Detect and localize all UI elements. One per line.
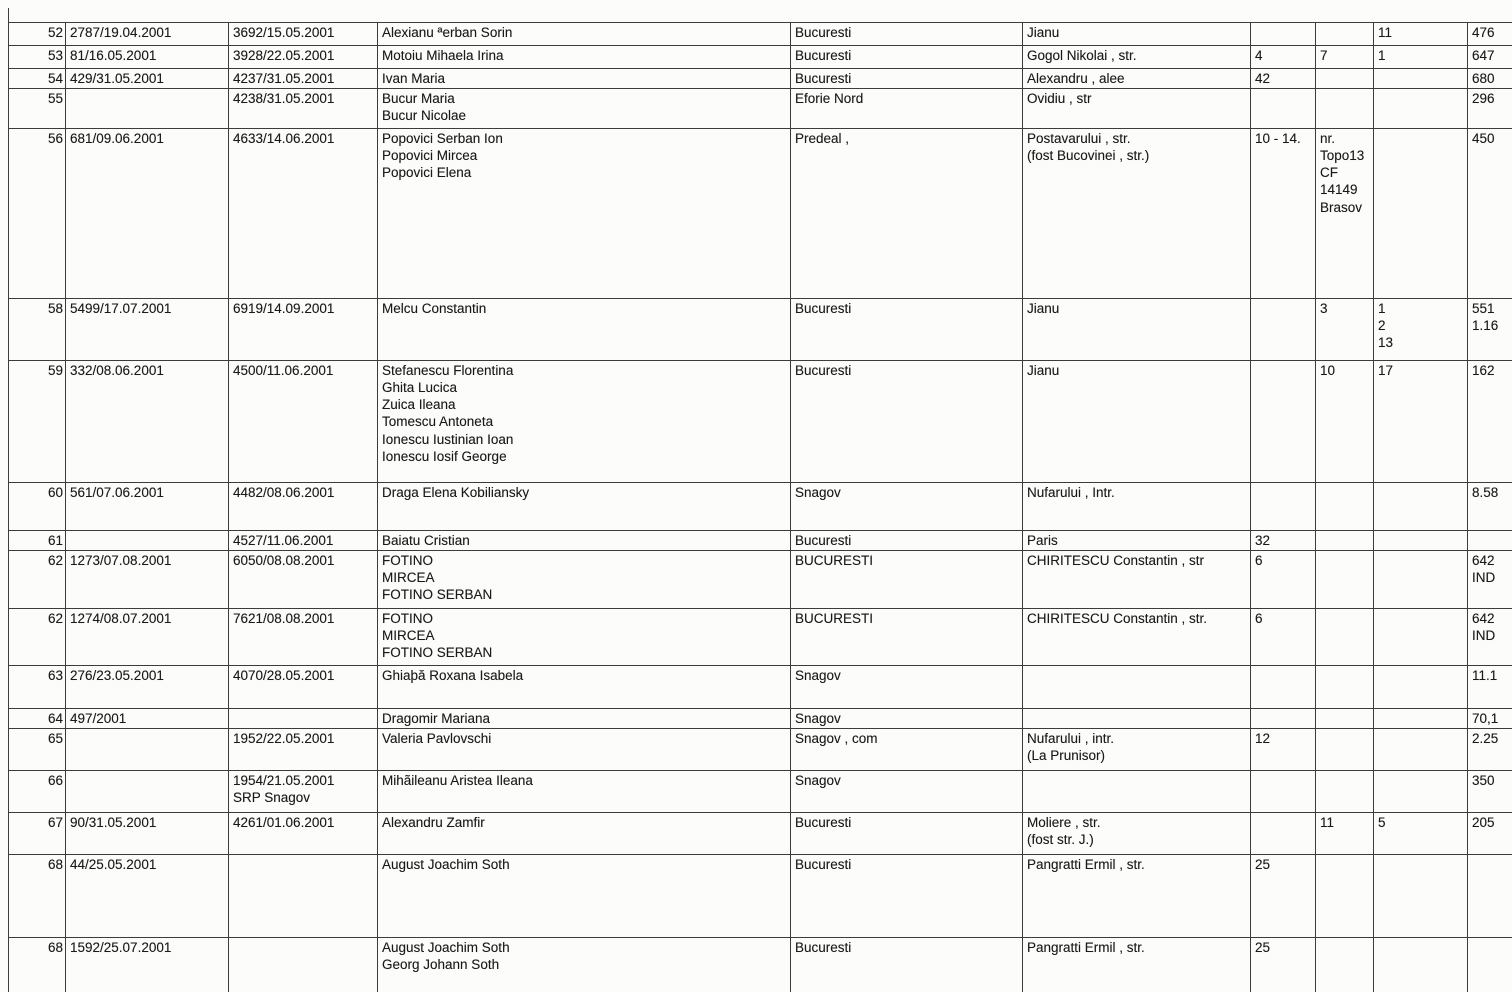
cell-registration-number-date: 1952/22.05.2001 xyxy=(229,729,378,771)
cell-row-number: 62 xyxy=(9,551,66,609)
cell-note-1: nr. Topo13 CF 14149 Brasov xyxy=(1316,129,1374,299)
cell-note-2 xyxy=(1374,129,1468,299)
cell-registration-number-date: 4261/01.06.2001 xyxy=(229,813,378,855)
table-row xyxy=(9,551,1512,609)
cell-person-names: Ivan Maria xyxy=(378,69,791,89)
cell-street-number: 32 xyxy=(1251,531,1316,551)
table-row xyxy=(9,729,1512,771)
table-row xyxy=(9,483,1512,531)
cell-note-2 xyxy=(1374,483,1468,531)
cell-locality: Eforie Nord xyxy=(791,89,1023,129)
cell-amount xyxy=(1468,855,1512,938)
cell-person-names: Valeria Pavlovschi xyxy=(378,729,791,771)
cell-amount xyxy=(1468,531,1512,551)
cell-street-number xyxy=(1251,666,1316,709)
cell-registration-number-date xyxy=(229,938,378,992)
cell-note-2 xyxy=(1374,551,1468,609)
cell-note-2 xyxy=(1374,666,1468,709)
table-row xyxy=(9,23,1512,46)
cell-street: CHIRITESCU Constantin , str xyxy=(1023,551,1251,609)
cell-note-1 xyxy=(1316,69,1374,89)
cell-locality: Bucuresti xyxy=(791,299,1023,361)
cell-street xyxy=(1023,666,1251,709)
cell-street: Jianu xyxy=(1023,299,1251,361)
cell-person-names: August Joachim Soth xyxy=(378,855,791,938)
cell-locality: Bucuresti xyxy=(791,23,1023,46)
cell-row-number: 64 xyxy=(9,709,66,729)
cell-person-names: Mihãileanu Aristea Ileana xyxy=(378,771,791,813)
cell-request-number-date: 276/23.05.2001 xyxy=(66,666,229,709)
cell-locality: Bucuresti xyxy=(791,855,1023,938)
cell-request-number-date: 1592/25.07.2001 xyxy=(66,938,229,992)
cell-note-1 xyxy=(1316,609,1374,666)
cell-registration-number-date: 6919/14.09.2001 xyxy=(229,299,378,361)
cell-street-number xyxy=(1251,771,1316,813)
cell-request-number-date: 429/31.05.2001 xyxy=(66,69,229,89)
cell-street-number xyxy=(1251,361,1316,483)
table-row xyxy=(9,46,1512,69)
cell-locality: Snagov xyxy=(791,666,1023,709)
cell-row-number: 52 xyxy=(9,23,66,46)
cell-note-1 xyxy=(1316,938,1374,992)
cell-note-1 xyxy=(1316,666,1374,709)
cell-row-number: 55 xyxy=(9,89,66,129)
cell-locality: Bucuresti xyxy=(791,361,1023,483)
cell-note-1 xyxy=(1316,729,1374,771)
table-row xyxy=(9,299,1512,361)
cell-street: Postavarului , str. (fost Bucovinei , str.) xyxy=(1023,129,1251,299)
cell-row-number: 59 xyxy=(9,361,66,483)
cell-row-number: 66 xyxy=(9,771,66,813)
cell-street-number xyxy=(1251,89,1316,129)
cell-note-2: 17 xyxy=(1374,361,1468,483)
cell-registration-number-date: 3928/22.05.2001 xyxy=(229,46,378,69)
cell-registration-number-date xyxy=(229,855,378,938)
cell-note-2: 11 xyxy=(1374,23,1468,46)
cell-locality: Snagov xyxy=(791,771,1023,813)
cell-registration-number-date: 3692/15.05.2001 xyxy=(229,23,378,46)
table-row xyxy=(9,666,1512,709)
cell-note-2 xyxy=(1374,855,1468,938)
cell-street xyxy=(1023,771,1251,813)
cell-note-2 xyxy=(1374,69,1468,89)
cell-amount: 8.58 xyxy=(1468,483,1512,531)
cell-street-number: 25 xyxy=(1251,938,1316,992)
table-row xyxy=(9,771,1512,813)
cell-request-number-date: 1274/08.07.2001 xyxy=(66,609,229,666)
cell-request-number-date: 681/09.06.2001 xyxy=(66,129,229,299)
cell-person-names: Motoiu Mihaela Irina xyxy=(378,46,791,69)
cell-note-1 xyxy=(1316,771,1374,813)
cell-row-number: 68 xyxy=(9,855,66,938)
cell-registration-number-date: 4633/14.06.2001 xyxy=(229,129,378,299)
cell-street-number xyxy=(1251,813,1316,855)
cell-amount: 642 IND xyxy=(1468,551,1512,609)
cell-note-1 xyxy=(1316,551,1374,609)
cell-registration-number-date xyxy=(229,709,378,729)
cell-street: Paris xyxy=(1023,531,1251,551)
cell-amount: 476 xyxy=(1468,23,1512,46)
cell-locality: Bucuresti xyxy=(791,46,1023,69)
cell-amount: 647 xyxy=(1468,46,1512,69)
cell-request-number-date: 90/31.05.2001 xyxy=(66,813,229,855)
cell-street: Jianu xyxy=(1023,23,1251,46)
cell-person-names: Stefanescu Florentina Ghita Lucica Zuica Ileana Tomescu Antoneta Ionescu Iustinian Ioan Ionescu Iosif George xyxy=(378,361,791,483)
cell-person-names: Popovici Serban Ion Popovici Mircea Popovici Elena xyxy=(378,129,791,299)
cell-registration-number-date: 4500/11.06.2001 xyxy=(229,361,378,483)
cell-street: Pangratti Ermil , str. xyxy=(1023,938,1251,992)
cell-registration-number-date: 4237/31.05.2001 xyxy=(229,69,378,89)
cell-request-number-date: 44/25.05.2001 xyxy=(66,855,229,938)
cell-row-number: 60 xyxy=(9,483,66,531)
cell-amount: 2.25 xyxy=(1468,729,1512,771)
cell-locality: Bucuresti xyxy=(791,69,1023,89)
cell-locality: Bucuresti xyxy=(791,813,1023,855)
cell-person-names: FOTINO MIRCEA FOTINO SERBAN xyxy=(378,609,791,666)
cell-street: Gogol Nikolai , str. xyxy=(1023,46,1251,69)
cell-street-number xyxy=(1251,299,1316,361)
cell-street: Ovidiu , str xyxy=(1023,89,1251,129)
cell-amount: 642 IND xyxy=(1468,609,1512,666)
cell-street-number: 10 - 14. xyxy=(1251,129,1316,299)
cell-note-2: 5 xyxy=(1374,813,1468,855)
cell-registration-number-date: 4070/28.05.2001 xyxy=(229,666,378,709)
cell-note-1 xyxy=(1316,483,1374,531)
table-row xyxy=(9,89,1512,129)
cell-amount: 296 xyxy=(1468,89,1512,129)
cell-locality: BUCURESTI xyxy=(791,551,1023,609)
cell-request-number-date xyxy=(66,89,229,129)
cell-request-number-date: 497/2001 xyxy=(66,709,229,729)
cell-street: CHIRITESCU Constantin , str. xyxy=(1023,609,1251,666)
cell-row-number: 54 xyxy=(9,69,66,89)
cell-street-number xyxy=(1251,483,1316,531)
cell-registration-number-date: 7621/08.08.2001 xyxy=(229,609,378,666)
table-row xyxy=(9,813,1512,855)
cell-street: Pangratti Ermil , str. xyxy=(1023,855,1251,938)
table-row xyxy=(9,69,1512,89)
cell-note-2 xyxy=(1374,709,1468,729)
cell-note-1: 10 xyxy=(1316,361,1374,483)
cell-street: Alexandru , alee xyxy=(1023,69,1251,89)
cell-street: Nufarului , intr. (La Prunisor) xyxy=(1023,729,1251,771)
cell-request-number-date: 561/07.06.2001 xyxy=(66,483,229,531)
table-row xyxy=(9,709,1512,729)
cell-street: Jianu xyxy=(1023,361,1251,483)
cell-street-number: 6 xyxy=(1251,609,1316,666)
cell-locality: Snagov xyxy=(791,709,1023,729)
cell-person-names: Draga Elena Kobiliansky xyxy=(378,483,791,531)
cell-note-2 xyxy=(1374,771,1468,813)
cell-note-1 xyxy=(1316,531,1374,551)
table-row xyxy=(9,938,1512,992)
cell-amount: 551 1.16 xyxy=(1468,299,1512,361)
cell-person-names: Baiatu Cristian xyxy=(378,531,791,551)
cell-street-number: 25 xyxy=(1251,855,1316,938)
cell-street-number xyxy=(1251,23,1316,46)
cell-request-number-date: 2787/19.04.2001 xyxy=(66,23,229,46)
cell-street-number: 6 xyxy=(1251,551,1316,609)
cell-registration-number-date: 4238/31.05.2001 xyxy=(229,89,378,129)
cell-note-1 xyxy=(1316,89,1374,129)
cell-request-number-date xyxy=(66,771,229,813)
cell-note-1 xyxy=(1316,709,1374,729)
cell-request-number-date: 332/08.06.2001 xyxy=(66,361,229,483)
cell-row-number: 65 xyxy=(9,729,66,771)
cell-amount xyxy=(1468,938,1512,992)
cell-request-number-date xyxy=(66,729,229,771)
cell-request-number-date xyxy=(66,531,229,551)
cell-note-2 xyxy=(1374,938,1468,992)
cell-locality: BUCURESTI xyxy=(791,609,1023,666)
cell-row-number: 68 xyxy=(9,938,66,992)
cell-note-2 xyxy=(1374,729,1468,771)
cell-amount: 162 xyxy=(1468,361,1512,483)
cell-person-names: FOTINO MIRCEA FOTINO SERBAN xyxy=(378,551,791,609)
table-row xyxy=(9,609,1512,666)
cell-locality: Snagov , com xyxy=(791,729,1023,771)
cell-person-names: Alexianu ªerban Sorin xyxy=(378,23,791,46)
cell-request-number-date: 81/16.05.2001 xyxy=(66,46,229,69)
cell-street-number: 42 xyxy=(1251,69,1316,89)
cell-note-1: 7 xyxy=(1316,46,1374,69)
cell-street: Nufarului , Intr. xyxy=(1023,483,1251,531)
cell-person-names: Bucur Maria Bucur Nicolae xyxy=(378,89,791,129)
cell-person-names: Alexandru Zamfir xyxy=(378,813,791,855)
cell-locality: Predeal , xyxy=(791,129,1023,299)
cell-amount: 11.1 xyxy=(1468,666,1512,709)
cell-amount: 680 xyxy=(1468,69,1512,89)
cell-note-2: 1 2 13 xyxy=(1374,299,1468,361)
cell-amount: 205 xyxy=(1468,813,1512,855)
table-row xyxy=(9,531,1512,551)
cell-street-number: 12 xyxy=(1251,729,1316,771)
cell-registration-number-date: 4482/08.06.2001 xyxy=(229,483,378,531)
cell-note-2 xyxy=(1374,609,1468,666)
cell-note-2 xyxy=(1374,531,1468,551)
cell-request-number-date: 5499/17.07.2001 xyxy=(66,299,229,361)
cell-locality: Snagov xyxy=(791,483,1023,531)
register-table xyxy=(8,22,1512,992)
cell-row-number: 56 xyxy=(9,129,66,299)
cell-row-number: 53 xyxy=(9,46,66,69)
cell-registration-number-date: 4527/11.06.2001 xyxy=(229,531,378,551)
table-row xyxy=(9,361,1512,483)
cell-street xyxy=(1023,709,1251,729)
cell-note-2: 1 xyxy=(1374,46,1468,69)
cell-note-1: 3 xyxy=(1316,299,1374,361)
cell-street-number: 4 xyxy=(1251,46,1316,69)
cell-amount: 450 xyxy=(1468,129,1512,299)
cell-row-number: 63 xyxy=(9,666,66,709)
cell-note-1: 11 xyxy=(1316,813,1374,855)
cell-registration-number-date: 6050/08.08.2001 xyxy=(229,551,378,609)
cell-request-number-date: 1273/07.08.2001 xyxy=(66,551,229,609)
cell-person-names: August Joachim Soth Georg Johann Soth xyxy=(378,938,791,992)
cell-person-names: Melcu Constantin xyxy=(378,299,791,361)
cell-note-2 xyxy=(1374,89,1468,129)
table-row xyxy=(9,855,1512,938)
cell-locality: Bucuresti xyxy=(791,938,1023,992)
cell-row-number: 67 xyxy=(9,813,66,855)
cell-locality: Bucuresti xyxy=(791,531,1023,551)
cell-row-number: 61 xyxy=(9,531,66,551)
cell-person-names: Ghiaþă Roxana Isabela xyxy=(378,666,791,709)
cell-note-1 xyxy=(1316,855,1374,938)
cell-amount: 70,1 xyxy=(1468,709,1512,729)
cell-amount: 350 xyxy=(1468,771,1512,813)
cell-street: Moliere , str. (fost str. J.) xyxy=(1023,813,1251,855)
cell-note-1 xyxy=(1316,23,1374,46)
table-row xyxy=(9,129,1512,299)
cell-row-number: 62 xyxy=(9,609,66,666)
cell-person-names: Dragomir Mariana xyxy=(378,709,791,729)
table-left-rule-stub xyxy=(8,8,9,22)
cell-registration-number-date: 1954/21.05.2001 SRP Snagov xyxy=(229,771,378,813)
cell-row-number: 58 xyxy=(9,299,66,361)
cell-street-number xyxy=(1251,709,1316,729)
